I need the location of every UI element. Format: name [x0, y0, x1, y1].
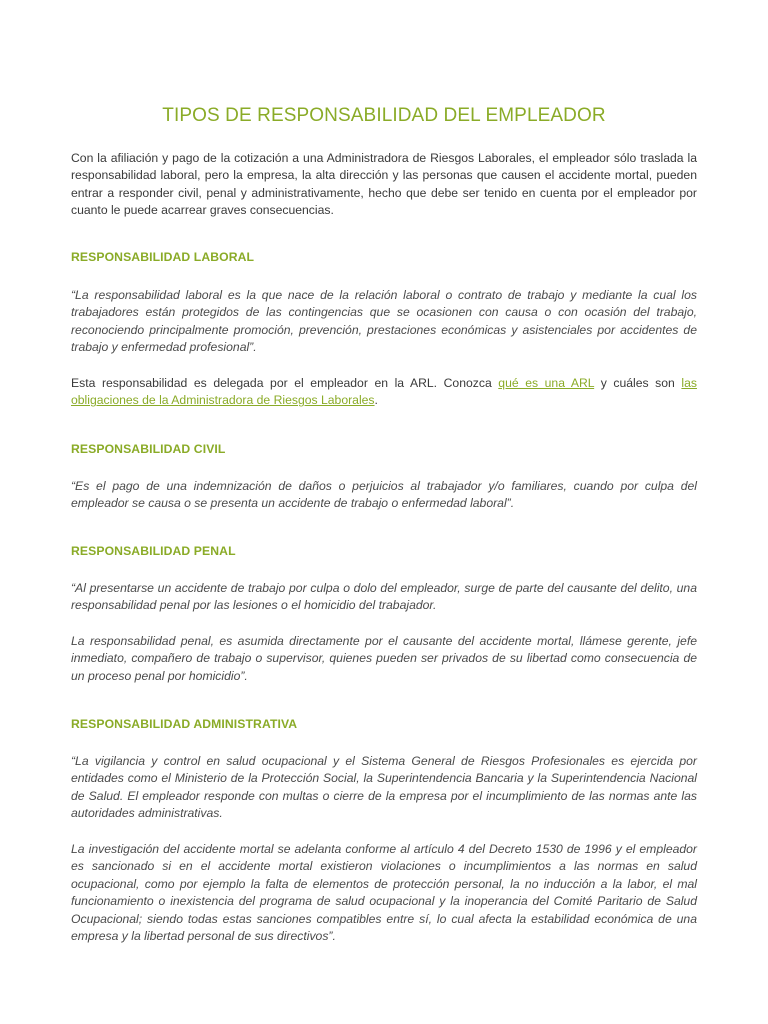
heading-penal: RESPONSABILIDAD PENAL: [71, 544, 236, 558]
heading-civil: RESPONSABILIDAD CIVIL: [71, 442, 226, 456]
civil-quote: “Es el pago de una indemnización de daños o perjuicios al trabajador y/o familiares, cuando por culpa del empleador se causa o se presenta un accidente de trabajo o enfermedad laboral”.: [71, 479, 697, 511]
laboral-text-after: .: [374, 393, 378, 408]
penal-text: La responsabilidad penal, es asumida directamente por el causante del accidente mortal, llámese gerente, jefe inmediato, compañero de trabajo o supervisor, quienes pueden ser privados de su libertad como consecuencia de un proceso penal por homicidio”.: [71, 634, 697, 683]
heading-laboral: RESPONSABILIDAD LABORAL: [71, 250, 255, 264]
laboral-text-before: Esta responsabilidad es delegada por el empleador en la ARL. Conozca: [71, 376, 499, 390]
page-title: TIPOS DE RESPONSABILIDAD DEL EMPLEADOR: [162, 105, 606, 126]
laboral-text-middle: y cuáles son: [594, 376, 682, 390]
heading-administrativa: RESPONSABILIDAD ADMINISTRATIVA: [71, 717, 298, 731]
penal-quote: “Al presentarse un accidente de trabajo por culpa o dolo del empleador, surge de parte del causante del delito, una responsabilidad penal por las lesiones o el homicidio del trabajador.: [71, 581, 697, 613]
intro-paragraph: Con la afiliación y pago de la cotización a una Administradora de Riesgos Laborales, el empleador sólo traslada la responsabilidad laboral, pero la empresa, la alta dirección y las personas que causen el accidente mortal, pueden entrar a responder civil, penal y administrativamente, hecho que debe ser tenido en cuenta por el empleador por cuanto le puede acarrear graves consecuencias.: [71, 151, 697, 218]
laboral-text: [71, 375, 697, 410]
link-que-es-arl[interactable]: qué es una ARL: [498, 376, 595, 390]
link-obligaciones-arl[interactable]: las obligaciones de la Administradora de Riesgos Laborales: [71, 376, 697, 408]
administrativa-text: La investigación del accidente mortal se adelanta conforme al artículo 4 del Decreto 1530 de 1996 y el empleador es sancionado si en el accidente mortal existieron violaciones o incumplimientos a las normas en salud ocupacional, como por ejemplo la falta de elementos de protección personal, la no inducción a la labor, el mal funcionamiento o inexistencia del programa de salud ocupacional y la inoperancia del Comité Paritario de Salud Ocupacional; siendo todas estas sanciones compatibles entre sí, lo cual afecta la estabilidad económica de una empresa y la libertad personal de sus directivos”.: [71, 842, 697, 944]
administrativa-quote: “La vigilancia y control en salud ocupacional y el Sistema General de Riesgos Profesionales es ejercida por entidades como el Ministerio de la Protección Social, la Superintendencia Bancaria y la Superintendencia Nacional de Salud. El empleador responde con multas o cierre de la empresa por el incumplimiento de las normas ante las autoridades administrativas.: [71, 754, 697, 821]
laboral-quote: “La responsabilidad laboral es la que nace de la relación laboral o contrato de trabajo y mediante la cual los trabajadores están protegidos de las contingencias que se ocasionen con causa o con ocasión del trabajo, reconociendo principalmente promoción, prevención, prestaciones económicas y asistenciales por accidentes de trabajo y enfermedad profesional”.: [71, 288, 697, 355]
